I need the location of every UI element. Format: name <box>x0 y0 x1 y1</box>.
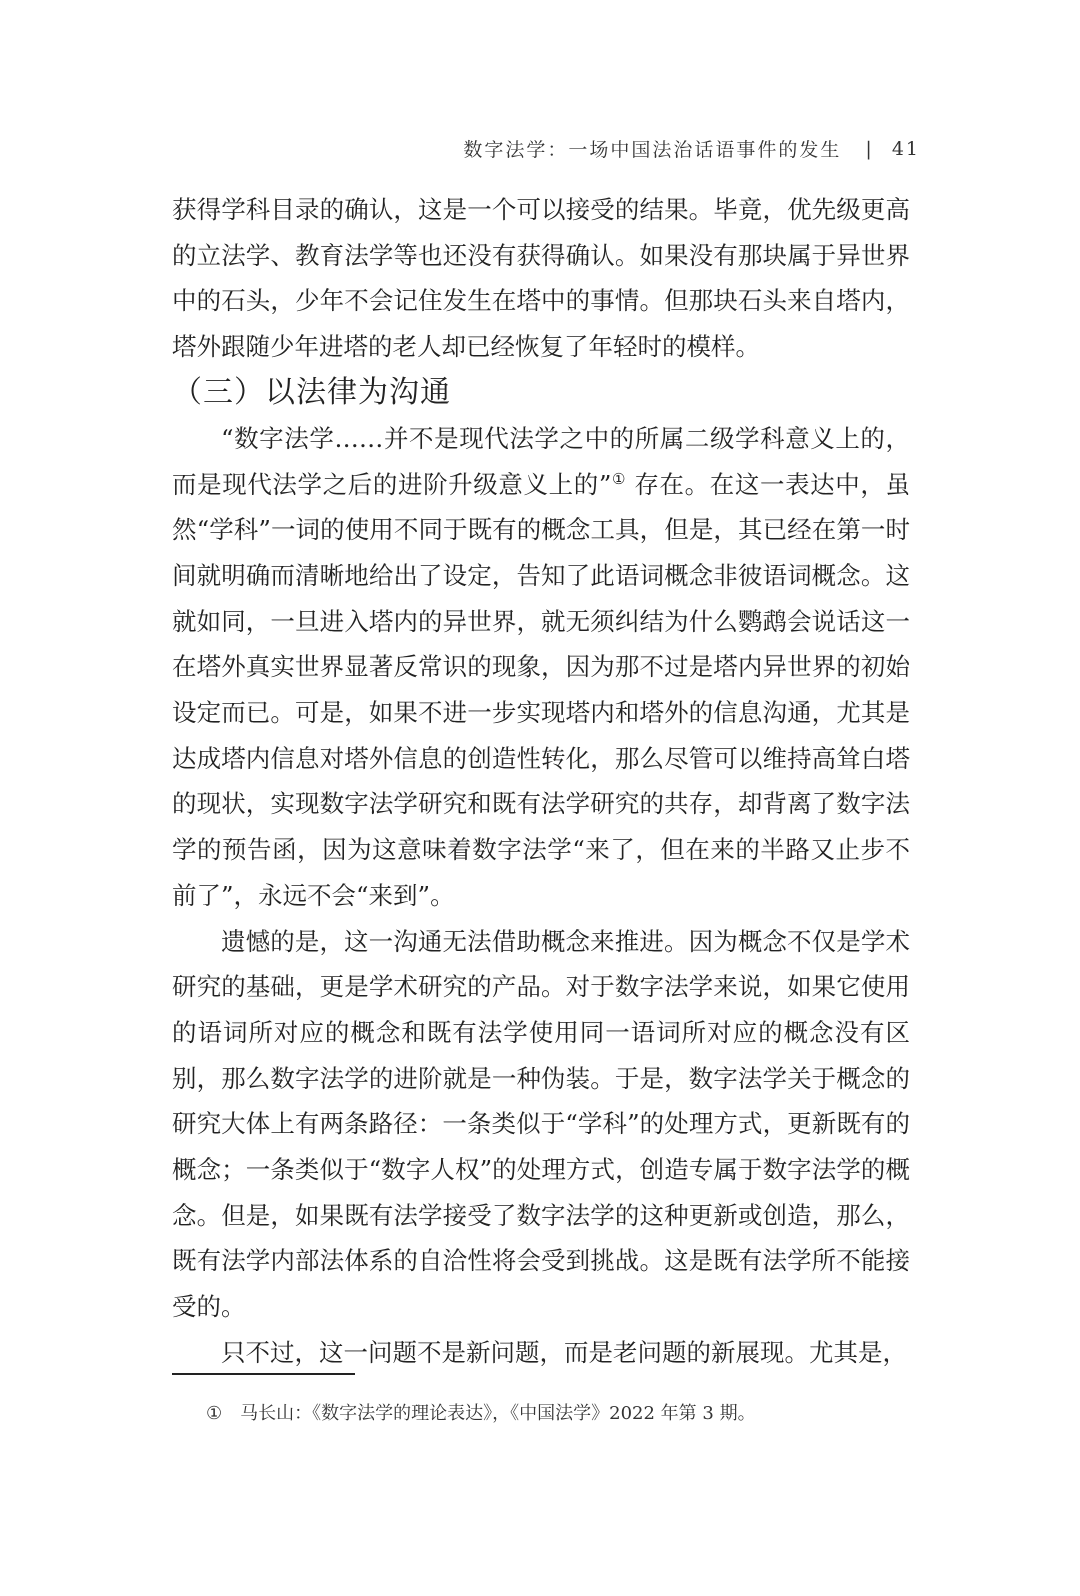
paragraph-2-rest: 存在。在这一表达中，虽然“学科”一词的使用不同于既有的概念工具，但是，其已经在第一时间就明确而清晰地给出了设定，告知了此语词概念非彼语词概念。这就如同，一旦进入塔内的异世界，就无须纠结为什么鹦鹉会说话这一在塔外真实世界显著反常识的现象，因为那不过是塔内异世界的初始设定而已。可是，如果不进一步实现塔内和塔外的信息沟通，尤其是达成塔内信息对塔外信息的创造性转化，那么尽管可以维持高耸白塔的现状，实现数字法学研究和既有法学研究的共存，却背离了数字法学的预告函，因为这意味着数字法学“来了，但在来的半路又止步不前了”，永远不会“来到”。 <box>172 469 910 910</box>
body-text <box>172 187 910 1376</box>
footnote <box>206 1399 756 1425</box>
footnote-ref[interactable]: ① <box>611 469 627 488</box>
page-number: 41 <box>891 137 920 160</box>
footnote-text: 马长山：《数字法学的理论表达》，《中国法学》2022 年第 3 期。 <box>240 1403 756 1424</box>
section-heading: （三）以法律为沟通 <box>172 374 451 410</box>
running-title: 数字法学：一场中国法治话语事件的发生 <box>463 139 842 161</box>
running-header <box>463 135 920 162</box>
paragraph-4: 只不过，这一问题不是新问题，而是老问题的新展现。尤其是， <box>221 1337 907 1367</box>
paragraph-2 <box>172 416 910 919</box>
footnote-divider <box>172 1373 355 1375</box>
paragraph-2-quote: “数字法学……并不是现代法学之中的所属二级学科意义上的，而是现代法学之后的进阶升级意义上的” <box>172 423 910 499</box>
footnote-marker: ① <box>206 1403 223 1424</box>
paragraph-3: 遗憾的是，这一沟通无法借助概念来推进。因为概念不仅是学术研究的基础，更是学术研究的产品。对于数字法学来说，如果它使用的语词所对应的概念和既有法学使用同一语词所对应的概念没有区别，那么数字法学的进阶就是一种伪装。于是，数字法学关于概念的研究大体上有两条路径：一条类似于“学科”的处理方式，更新既有的概念；一条类似于“数字人权”的处理方式，创造专属于数字法学的概念。但是，如果既有法学接受了数字法学的这种更新或创造，那么，既有法学内部法体系的自洽性将会受到挑战。这是既有法学所不能接受的。 <box>172 926 910 1322</box>
header-separator: | <box>865 137 874 160</box>
paragraph-1: 获得学科目录的确认，这是一个可以接受的结果。毕竟，优先级更高的立法学、教育法学等也还没有获得确认。如果没有那块属于异世界中的石头，少年不会记住发生在塔中的事情。但那块石头来自塔内，塔外跟随少年进塔的老人却已经恢复了年轻时的模样。 <box>172 195 910 362</box>
